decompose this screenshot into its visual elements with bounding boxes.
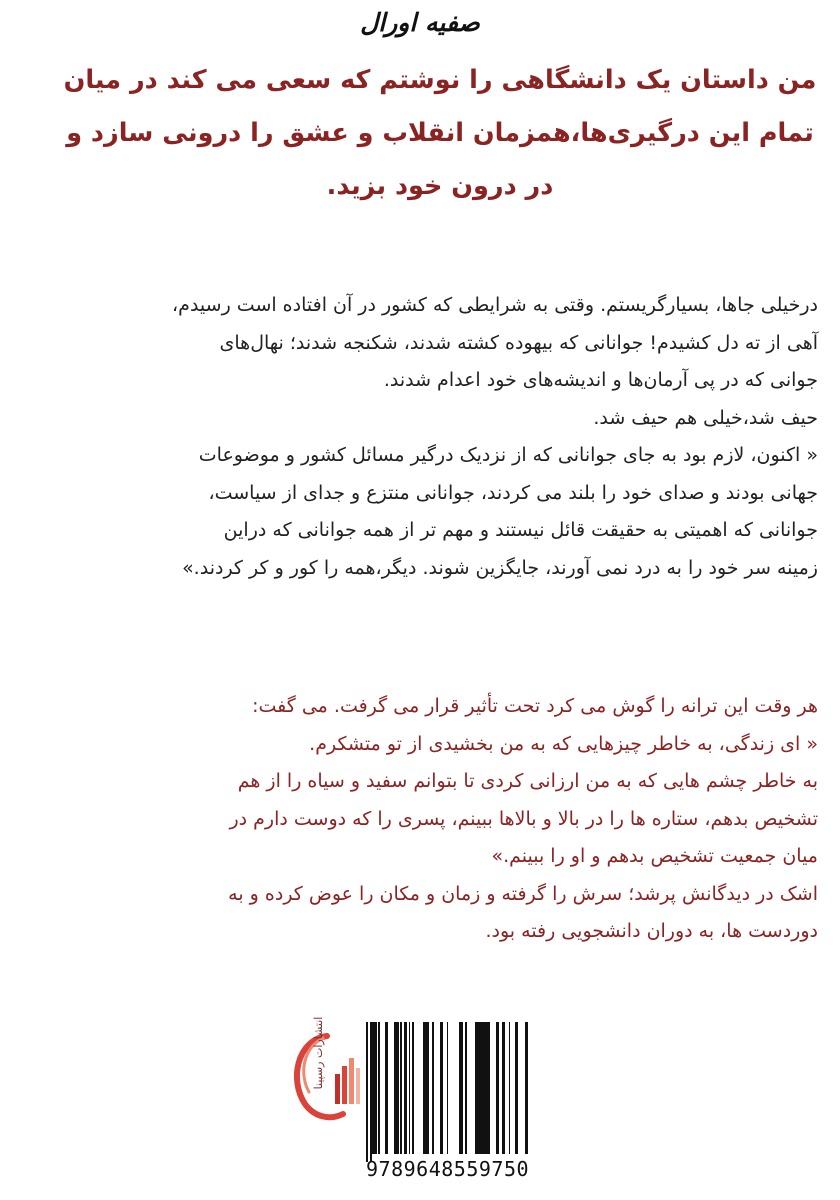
barcode-bar xyxy=(525,1022,528,1154)
headline-line: تمام این درگیری‌ها،همزمان انقلاب و عشق را درونی سازد و xyxy=(66,118,814,148)
headline-line: در درون خود بزید. xyxy=(326,171,554,201)
barcode-bar xyxy=(502,1022,505,1154)
barcode-bar xyxy=(426,1022,429,1154)
barcode-bar xyxy=(372,1022,374,1154)
barcode-bar xyxy=(385,1022,388,1154)
barcode-bar xyxy=(477,1022,480,1154)
text-line: جوانی که در پی آرمان‌ها و اندیشه‌های خود اعدام شدند. xyxy=(383,369,818,391)
barcode-bar xyxy=(475,1022,476,1154)
text-line: زمینه سر خود را به درد نمی آورند، جایگزین شوند. دیگر،همه را کور و کر کردند.» xyxy=(182,556,818,579)
barcode-bar xyxy=(442,1022,443,1154)
barcode-bar xyxy=(370,1022,372,1162)
barcode-bar xyxy=(423,1022,424,1154)
barcode-bar xyxy=(409,1022,410,1154)
text-line: آهی از ته دل کشیدم! جوانانی که بیهوده کشته شدند، شکنجه شدند؛ نهال‌های xyxy=(219,331,818,354)
barcode-bar xyxy=(476,1022,477,1154)
text-line: « اکنون، لازم بود به جای جوانانی که از نزدیک درگیر مسائل کشور و موضوعات xyxy=(198,444,818,466)
barcode-bar xyxy=(432,1022,434,1154)
barcode-bar xyxy=(515,1022,518,1154)
text-line: دوردست ها، به دوران دانشجویی رفته بود. xyxy=(485,920,818,942)
barcode-bar xyxy=(404,1022,407,1154)
barcode-bar xyxy=(412,1022,414,1154)
barcode-bar xyxy=(397,1022,399,1154)
isbn-number: 9789648559750 xyxy=(366,1157,530,1181)
barcode-bar xyxy=(509,1022,510,1154)
barcode-bar xyxy=(485,1022,487,1154)
barcode-bar xyxy=(424,1022,426,1154)
text-line: به خاطر چشم هایی که به من ارزانی کردی تا بتوانم سفید و سیاه را از هم xyxy=(237,770,818,792)
excerpt-paragraph-2 xyxy=(18,688,818,951)
barcode-bar xyxy=(374,1022,377,1154)
text-line: درخیلی جاها، بسیارگریستم. وقتی به شرایطی که کشور در آن افتاده است رسیدم، xyxy=(172,294,818,316)
text-line: جهانی بودند و صدای خود را بلند می کردند، جوانانی منتزع و جدای از سیاست، xyxy=(208,481,818,504)
barcode-bar xyxy=(447,1022,448,1154)
barcode-bar xyxy=(400,1022,401,1154)
text-line: هر وقت این ترانه را گوش می کرد تحت تأثیر قرار می گرفت. می گفت: xyxy=(252,695,818,717)
excerpt-paragraph-1 xyxy=(18,287,818,587)
author-name: صفیه اورال xyxy=(360,8,480,37)
barcode-bar xyxy=(440,1022,442,1154)
text-line: میان جمعیت تشخیص بدهم و او را ببینم.» xyxy=(491,845,818,867)
barcode-bar xyxy=(496,1022,499,1154)
barcode-bar xyxy=(401,1022,402,1154)
barcode-bar xyxy=(366,1022,368,1162)
text-line: « ای زندگی، به خاطر چیزهایی که به من بخشیدی از تو متشکرم. xyxy=(309,732,818,755)
barcode-bar xyxy=(487,1022,490,1154)
barcode-bar xyxy=(465,1022,467,1154)
barcode-bar xyxy=(480,1022,482,1154)
barcode-bar xyxy=(482,1022,485,1154)
barcode-bar xyxy=(394,1022,397,1154)
headline-line: من داستان یک دانشگاهی را نوشتم که سعی می کند در میان xyxy=(63,65,817,95)
text-line: حیف شد،خیلی هم حیف شد. xyxy=(593,406,818,429)
barcode-bar xyxy=(378,1022,380,1154)
barcode-bar xyxy=(459,1022,460,1154)
text-line: اشک در دیدگانش پرشد؛ سرش را گرفته و زمان و مکان را عوض کرده و به xyxy=(228,882,818,905)
barcode-bar xyxy=(460,1022,463,1154)
publisher-name: انتشارات رسپینا xyxy=(312,1016,325,1090)
isbn-barcode xyxy=(362,1020,534,1180)
text-line: جوانانی که اهمیتی به حقیقت قائل نیستند و مهم تر از همه جوانانی که دراین xyxy=(223,519,818,541)
text-line: تشخیص بدهم، ستاره ها را در بالا و بالاها ببینم، پسری را که دوست دارم در xyxy=(229,807,818,830)
headline-quote xyxy=(60,54,820,213)
